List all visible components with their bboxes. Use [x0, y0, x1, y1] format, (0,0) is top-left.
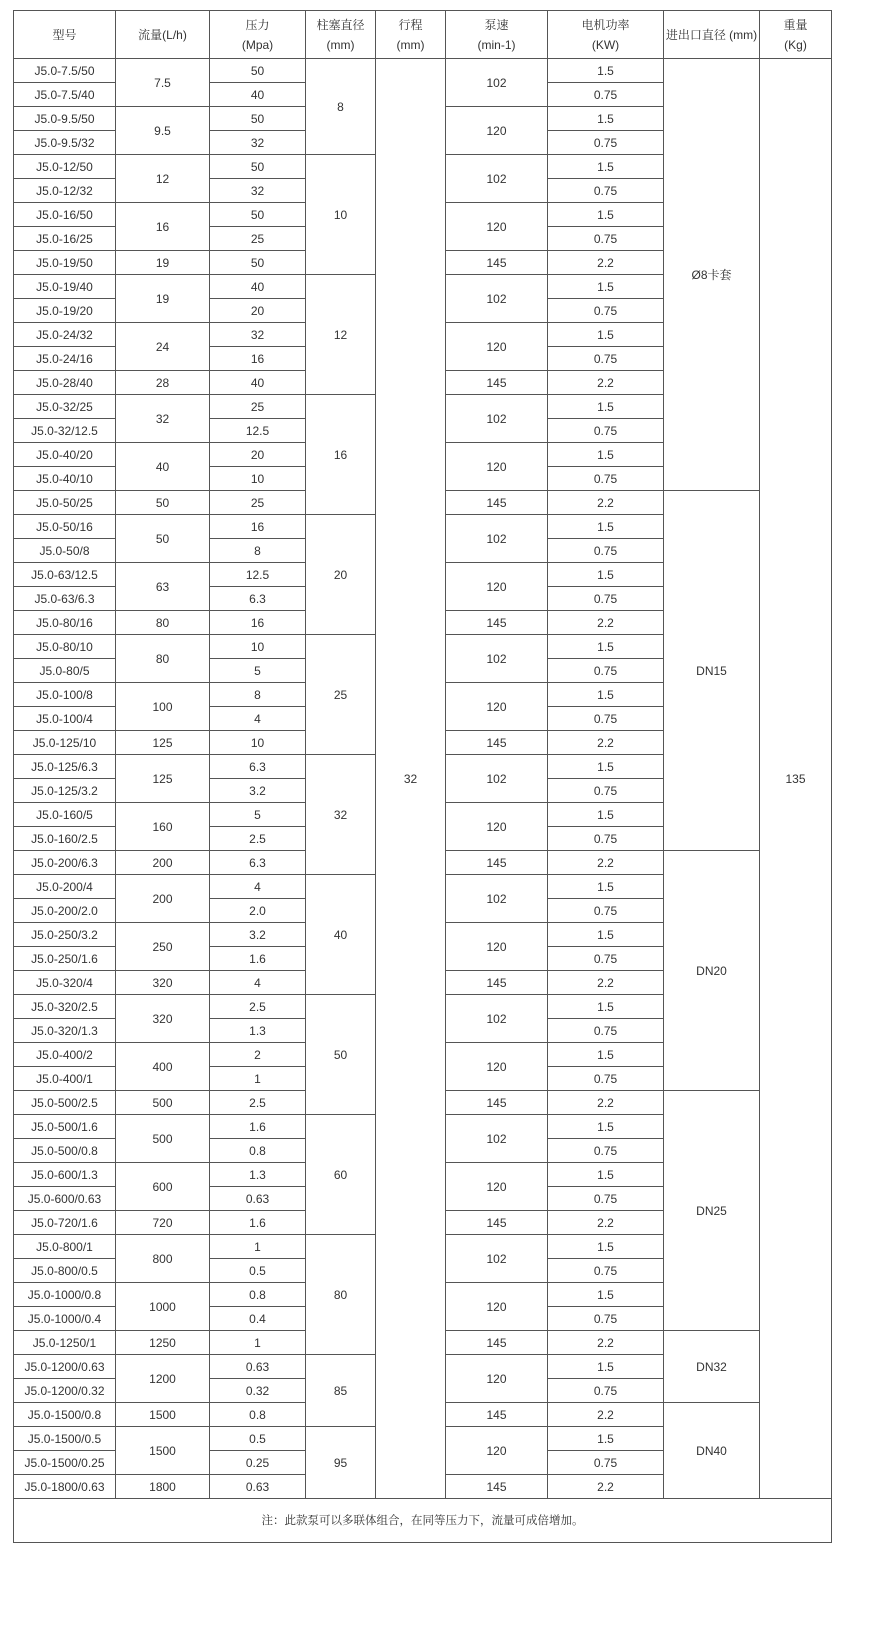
pump-speed-cell: 120	[446, 683, 548, 731]
motor-power-cell: 2.2	[548, 611, 664, 635]
pressure-cell: 50	[210, 203, 306, 227]
pressure-cell: 6.3	[210, 755, 306, 779]
motor-power-cell: 2.2	[548, 1211, 664, 1235]
pump-speed-cell: 145	[446, 371, 548, 395]
flow-cell: 125	[116, 731, 210, 755]
stroke-cell: 32	[376, 59, 446, 1499]
model-cell: J5.0-32/25	[14, 395, 116, 419]
flow-cell: 1800	[116, 1475, 210, 1499]
motor-power-cell: 0.75	[548, 1307, 664, 1331]
motor-power-cell: 0.75	[548, 347, 664, 371]
model-cell: J5.0-400/1	[14, 1067, 116, 1091]
plunger-diameter-cell: 12	[306, 275, 376, 395]
pressure-cell: 0.63	[210, 1475, 306, 1499]
pressure-cell: 25	[210, 491, 306, 515]
flow-cell: 1200	[116, 1355, 210, 1403]
flow-cell: 1000	[116, 1283, 210, 1331]
flow-cell: 16	[116, 203, 210, 251]
model-cell: J5.0-1250/1	[14, 1331, 116, 1355]
model-cell: J5.0-16/25	[14, 227, 116, 251]
motor-power-cell: 0.75	[548, 227, 664, 251]
motor-power-cell: 0.75	[548, 587, 664, 611]
model-cell: J5.0-200/2.0	[14, 899, 116, 923]
model-cell: J5.0-12/32	[14, 179, 116, 203]
pump-speed-cell: 120	[446, 107, 548, 155]
pump-speed-cell: 120	[446, 923, 548, 971]
motor-power-cell: 1.5	[548, 1355, 664, 1379]
pressure-cell: 5	[210, 803, 306, 827]
pressure-cell: 16	[210, 515, 306, 539]
pressure-cell: 2.5	[210, 827, 306, 851]
model-cell: J5.0-12/50	[14, 155, 116, 179]
pressure-cell: 1	[210, 1235, 306, 1259]
motor-power-cell: 1.5	[548, 1427, 664, 1451]
pump-speed-cell: 120	[446, 1043, 548, 1091]
pressure-cell: 0.8	[210, 1283, 306, 1307]
port-diameter-cell: DN40	[664, 1403, 760, 1499]
model-cell: J5.0-800/0.5	[14, 1259, 116, 1283]
pressure-cell: 1.3	[210, 1163, 306, 1187]
motor-power-cell: 1.5	[548, 1163, 664, 1187]
pressure-cell: 0.8	[210, 1403, 306, 1427]
flow-cell: 320	[116, 971, 210, 995]
pressure-cell: 25	[210, 227, 306, 251]
pressure-cell: 2.5	[210, 995, 306, 1019]
motor-power-cell: 0.75	[548, 467, 664, 491]
flow-cell: 63	[116, 563, 210, 611]
motor-power-cell: 2.2	[548, 1091, 664, 1115]
pressure-cell: 10	[210, 467, 306, 491]
model-cell: J5.0-9.5/50	[14, 107, 116, 131]
plunger-diameter-cell: 32	[306, 755, 376, 875]
motor-power-cell: 0.75	[548, 1379, 664, 1403]
pressure-cell: 0.25	[210, 1451, 306, 1475]
flow-cell: 1250	[116, 1331, 210, 1355]
model-cell: J5.0-40/10	[14, 467, 116, 491]
motor-power-cell: 0.75	[548, 299, 664, 323]
pump-speed-cell: 145	[446, 251, 548, 275]
motor-power-cell: 1.5	[548, 1115, 664, 1139]
flow-cell: 12	[116, 155, 210, 203]
model-cell: J5.0-250/3.2	[14, 923, 116, 947]
model-cell: J5.0-500/1.6	[14, 1115, 116, 1139]
motor-power-cell: 1.5	[548, 923, 664, 947]
pump-speed-cell: 102	[446, 155, 548, 203]
flow-cell: 720	[116, 1211, 210, 1235]
model-cell: J5.0-320/4	[14, 971, 116, 995]
model-cell: J5.0-800/1	[14, 1235, 116, 1259]
model-cell: J5.0-600/1.3	[14, 1163, 116, 1187]
motor-power-cell: 2.2	[548, 1475, 664, 1499]
model-cell: J5.0-7.5/50	[14, 59, 116, 83]
plunger-diameter-cell: 95	[306, 1427, 376, 1499]
pressure-cell: 2.0	[210, 899, 306, 923]
pump-speed-cell: 120	[446, 203, 548, 251]
model-cell: J5.0-28/40	[14, 371, 116, 395]
flow-cell: 320	[116, 995, 210, 1043]
plunger-diameter-cell: 80	[306, 1235, 376, 1355]
pump-speed-cell: 145	[446, 1475, 548, 1499]
model-cell: J5.0-1500/0.5	[14, 1427, 116, 1451]
flow-cell: 50	[116, 515, 210, 563]
model-cell: J5.0-50/8	[14, 539, 116, 563]
model-cell: J5.0-200/6.3	[14, 851, 116, 875]
flow-cell: 200	[116, 875, 210, 923]
model-cell: J5.0-9.5/32	[14, 131, 116, 155]
model-cell: J5.0-63/6.3	[14, 587, 116, 611]
flow-cell: 40	[116, 443, 210, 491]
pump-speed-cell: 120	[446, 443, 548, 491]
pressure-cell: 4	[210, 875, 306, 899]
pump-speed-cell: 102	[446, 275, 548, 323]
motor-power-cell: 0.75	[548, 1187, 664, 1211]
plunger-diameter-cell: 50	[306, 995, 376, 1115]
pressure-cell: 16	[210, 347, 306, 371]
plunger-diameter-cell: 40	[306, 875, 376, 995]
pressure-cell: 3.2	[210, 923, 306, 947]
pump-speed-cell: 145	[446, 851, 548, 875]
motor-power-cell: 1.5	[548, 755, 664, 779]
model-cell: J5.0-24/16	[14, 347, 116, 371]
flow-cell: 1500	[116, 1427, 210, 1475]
model-cell: J5.0-100/8	[14, 683, 116, 707]
flow-cell: 1500	[116, 1403, 210, 1427]
motor-power-cell: 0.75	[548, 779, 664, 803]
flow-cell: 28	[116, 371, 210, 395]
pump-speed-cell: 145	[446, 1403, 548, 1427]
motor-power-cell: 0.75	[548, 827, 664, 851]
pump-speed-cell: 145	[446, 1091, 548, 1115]
motor-power-cell: 1.5	[548, 683, 664, 707]
motor-power-cell: 1.5	[548, 803, 664, 827]
pump-speed-cell: 120	[446, 323, 548, 371]
model-cell: J5.0-200/4	[14, 875, 116, 899]
table-note: 注：此款泵可以多联体组合，在同等压力下，流量可成倍增加。	[14, 1499, 832, 1543]
table-row	[14, 59, 832, 83]
flow-cell: 9.5	[116, 107, 210, 155]
motor-power-cell: 0.75	[548, 1259, 664, 1283]
pressure-cell: 16	[210, 611, 306, 635]
pressure-cell: 10	[210, 731, 306, 755]
model-cell: J5.0-80/10	[14, 635, 116, 659]
model-cell: J5.0-40/20	[14, 443, 116, 467]
pressure-cell: 50	[210, 251, 306, 275]
header-stroke: 行程 (mm)	[376, 11, 446, 59]
pressure-cell: 10	[210, 635, 306, 659]
flow-cell: 24	[116, 323, 210, 371]
plunger-diameter-cell: 20	[306, 515, 376, 635]
port-diameter-cell: Ø8卡套	[664, 59, 760, 491]
weight-cell: 135	[760, 59, 832, 1499]
model-cell: J5.0-7.5/40	[14, 83, 116, 107]
pump-speed-cell: 120	[446, 1163, 548, 1211]
pressure-cell: 4	[210, 971, 306, 995]
port-diameter-cell: DN20	[664, 851, 760, 1091]
motor-power-cell: 0.75	[548, 1019, 664, 1043]
model-cell: J5.0-16/50	[14, 203, 116, 227]
pump-speed-cell: 145	[446, 731, 548, 755]
motor-power-cell: 0.75	[548, 659, 664, 683]
plunger-diameter-cell: 8	[306, 59, 376, 155]
flow-cell: 125	[116, 755, 210, 803]
pump-speed-cell: 102	[446, 395, 548, 443]
flow-cell: 500	[116, 1091, 210, 1115]
motor-power-cell: 2.2	[548, 1331, 664, 1355]
pressure-cell: 1.6	[210, 1211, 306, 1235]
flow-cell: 32	[116, 395, 210, 443]
pressure-cell: 6.3	[210, 851, 306, 875]
header-row	[14, 11, 832, 59]
pump-speed-cell: 102	[446, 1235, 548, 1283]
motor-power-cell: 1.5	[548, 1235, 664, 1259]
header-motor-power: 电机功率 (KW)	[548, 11, 664, 59]
pressure-cell: 32	[210, 323, 306, 347]
port-diameter-cell: DN32	[664, 1331, 760, 1403]
motor-power-cell: 2.2	[548, 1403, 664, 1427]
flow-cell: 100	[116, 683, 210, 731]
pressure-cell: 5	[210, 659, 306, 683]
model-cell: J5.0-80/5	[14, 659, 116, 683]
pump-speed-cell: 145	[446, 1211, 548, 1235]
pump-speed-cell: 102	[446, 635, 548, 683]
model-cell: J5.0-125/6.3	[14, 755, 116, 779]
model-cell: J5.0-320/1.3	[14, 1019, 116, 1043]
plunger-diameter-cell: 25	[306, 635, 376, 755]
pump-speed-cell: 102	[446, 755, 548, 803]
pressure-cell: 0.5	[210, 1427, 306, 1451]
pressure-cell: 40	[210, 275, 306, 299]
motor-power-cell: 0.75	[548, 1139, 664, 1163]
pump-speed-cell: 120	[446, 1427, 548, 1475]
motor-power-cell: 0.75	[548, 539, 664, 563]
pressure-cell: 4	[210, 707, 306, 731]
pump-speed-cell: 102	[446, 995, 548, 1043]
flow-cell: 200	[116, 851, 210, 875]
spec-table-container	[13, 10, 832, 1543]
motor-power-cell: 1.5	[548, 323, 664, 347]
pressure-cell: 0.8	[210, 1139, 306, 1163]
model-cell: J5.0-80/16	[14, 611, 116, 635]
flow-cell: 600	[116, 1163, 210, 1211]
motor-power-cell: 0.75	[548, 1451, 664, 1475]
flow-cell: 160	[116, 803, 210, 851]
motor-power-cell: 2.2	[548, 251, 664, 275]
pressure-cell: 50	[210, 59, 306, 83]
pressure-cell: 12.5	[210, 563, 306, 587]
motor-power-cell: 1.5	[548, 107, 664, 131]
motor-power-cell: 0.75	[548, 131, 664, 155]
pump-speed-cell: 120	[446, 563, 548, 611]
plunger-diameter-cell: 85	[306, 1355, 376, 1427]
model-cell: J5.0-32/12.5	[14, 419, 116, 443]
pump-speed-cell: 120	[446, 1283, 548, 1331]
model-cell: J5.0-160/2.5	[14, 827, 116, 851]
header-pressure: 压力 (Mpa)	[210, 11, 306, 59]
plunger-diameter-cell: 16	[306, 395, 376, 515]
model-cell: J5.0-320/2.5	[14, 995, 116, 1019]
motor-power-cell: 0.75	[548, 707, 664, 731]
model-cell: J5.0-720/1.6	[14, 1211, 116, 1235]
pressure-cell: 8	[210, 683, 306, 707]
pressure-cell: 0.32	[210, 1379, 306, 1403]
pressure-cell: 1	[210, 1331, 306, 1355]
pressure-cell: 1	[210, 1067, 306, 1091]
motor-power-cell: 0.75	[548, 83, 664, 107]
pressure-cell: 8	[210, 539, 306, 563]
motor-power-cell: 2.2	[548, 371, 664, 395]
pressure-cell: 40	[210, 83, 306, 107]
pressure-cell: 1.3	[210, 1019, 306, 1043]
pump-speed-cell: 120	[446, 803, 548, 851]
pump-speed-cell: 102	[446, 515, 548, 563]
spec-table	[13, 10, 832, 1543]
pressure-cell: 0.4	[210, 1307, 306, 1331]
pump-speed-cell: 145	[446, 611, 548, 635]
pump-speed-cell: 145	[446, 971, 548, 995]
plunger-diameter-cell: 60	[306, 1115, 376, 1235]
model-cell: J5.0-19/20	[14, 299, 116, 323]
flow-cell: 500	[116, 1115, 210, 1163]
pressure-cell: 1.6	[210, 1115, 306, 1139]
pressure-cell: 32	[210, 131, 306, 155]
pressure-cell: 2	[210, 1043, 306, 1067]
motor-power-cell: 1.5	[548, 275, 664, 299]
model-cell: J5.0-400/2	[14, 1043, 116, 1067]
motor-power-cell: 1.5	[548, 203, 664, 227]
header-pump-speed: 泵速 (min-1)	[446, 11, 548, 59]
motor-power-cell: 1.5	[548, 1283, 664, 1307]
model-cell: J5.0-1000/0.8	[14, 1283, 116, 1307]
model-cell: J5.0-160/5	[14, 803, 116, 827]
motor-power-cell: 1.5	[548, 1043, 664, 1067]
motor-power-cell: 1.5	[548, 875, 664, 899]
model-cell: J5.0-50/16	[14, 515, 116, 539]
motor-power-cell: 1.5	[548, 395, 664, 419]
motor-power-cell: 2.2	[548, 971, 664, 995]
pump-speed-cell: 102	[446, 59, 548, 107]
model-cell: J5.0-1200/0.32	[14, 1379, 116, 1403]
header-plunger-diameter: 柱塞直径 (mm)	[306, 11, 376, 59]
model-cell: J5.0-1000/0.4	[14, 1307, 116, 1331]
model-cell: J5.0-50/25	[14, 491, 116, 515]
flow-cell: 80	[116, 611, 210, 635]
flow-cell: 800	[116, 1235, 210, 1283]
model-cell: J5.0-500/2.5	[14, 1091, 116, 1115]
pressure-cell: 2.5	[210, 1091, 306, 1115]
model-cell: J5.0-1500/0.25	[14, 1451, 116, 1475]
motor-power-cell: 1.5	[548, 59, 664, 83]
motor-power-cell: 2.2	[548, 491, 664, 515]
pressure-cell: 3.2	[210, 779, 306, 803]
header-port-diameter: 进出口直径 (mm)	[664, 11, 760, 59]
pressure-cell: 0.63	[210, 1355, 306, 1379]
port-diameter-cell: DN25	[664, 1091, 760, 1331]
model-cell: J5.0-100/4	[14, 707, 116, 731]
pump-speed-cell: 102	[446, 1115, 548, 1163]
flow-cell: 50	[116, 491, 210, 515]
model-cell: J5.0-19/50	[14, 251, 116, 275]
header-model: 型号	[14, 11, 116, 59]
model-cell: J5.0-500/0.8	[14, 1139, 116, 1163]
model-cell: J5.0-1800/0.63	[14, 1475, 116, 1499]
flow-cell: 80	[116, 635, 210, 683]
model-cell: J5.0-125/10	[14, 731, 116, 755]
motor-power-cell: 1.5	[548, 995, 664, 1019]
flow-cell: 19	[116, 251, 210, 275]
pressure-cell: 0.5	[210, 1259, 306, 1283]
model-cell: J5.0-63/12.5	[14, 563, 116, 587]
header-flow: 流量(L/h)	[116, 11, 210, 59]
model-cell: J5.0-600/0.63	[14, 1187, 116, 1211]
model-cell: J5.0-24/32	[14, 323, 116, 347]
motor-power-cell: 1.5	[548, 155, 664, 179]
pressure-cell: 12.5	[210, 419, 306, 443]
pressure-cell: 1.6	[210, 947, 306, 971]
model-cell: J5.0-125/3.2	[14, 779, 116, 803]
model-cell: J5.0-250/1.6	[14, 947, 116, 971]
motor-power-cell: 1.5	[548, 443, 664, 467]
model-cell: J5.0-1500/0.8	[14, 1403, 116, 1427]
pump-speed-cell: 145	[446, 491, 548, 515]
model-cell: J5.0-1200/0.63	[14, 1355, 116, 1379]
pressure-cell: 32	[210, 179, 306, 203]
pressure-cell: 50	[210, 155, 306, 179]
pressure-cell: 50	[210, 107, 306, 131]
flow-cell: 400	[116, 1043, 210, 1091]
pump-speed-cell: 145	[446, 1331, 548, 1355]
motor-power-cell: 1.5	[548, 635, 664, 659]
motor-power-cell: 0.75	[548, 947, 664, 971]
pressure-cell: 25	[210, 395, 306, 419]
motor-power-cell: 1.5	[548, 515, 664, 539]
pressure-cell: 0.63	[210, 1187, 306, 1211]
motor-power-cell: 1.5	[548, 563, 664, 587]
motor-power-cell: 2.2	[548, 731, 664, 755]
flow-cell: 19	[116, 275, 210, 323]
pump-speed-cell: 120	[446, 1355, 548, 1403]
motor-power-cell: 0.75	[548, 179, 664, 203]
flow-cell: 250	[116, 923, 210, 971]
motor-power-cell: 0.75	[548, 419, 664, 443]
pump-speed-cell: 102	[446, 875, 548, 923]
note-row	[14, 1499, 832, 1543]
port-diameter-cell: DN15	[664, 491, 760, 851]
pressure-cell: 20	[210, 443, 306, 467]
pressure-cell: 40	[210, 371, 306, 395]
motor-power-cell: 0.75	[548, 899, 664, 923]
model-cell: J5.0-19/40	[14, 275, 116, 299]
pressure-cell: 6.3	[210, 587, 306, 611]
motor-power-cell: 2.2	[548, 851, 664, 875]
header-weight: 重量 (Kg)	[760, 11, 832, 59]
motor-power-cell: 0.75	[548, 1067, 664, 1091]
flow-cell: 7.5	[116, 59, 210, 107]
pressure-cell: 20	[210, 299, 306, 323]
plunger-diameter-cell: 10	[306, 155, 376, 275]
